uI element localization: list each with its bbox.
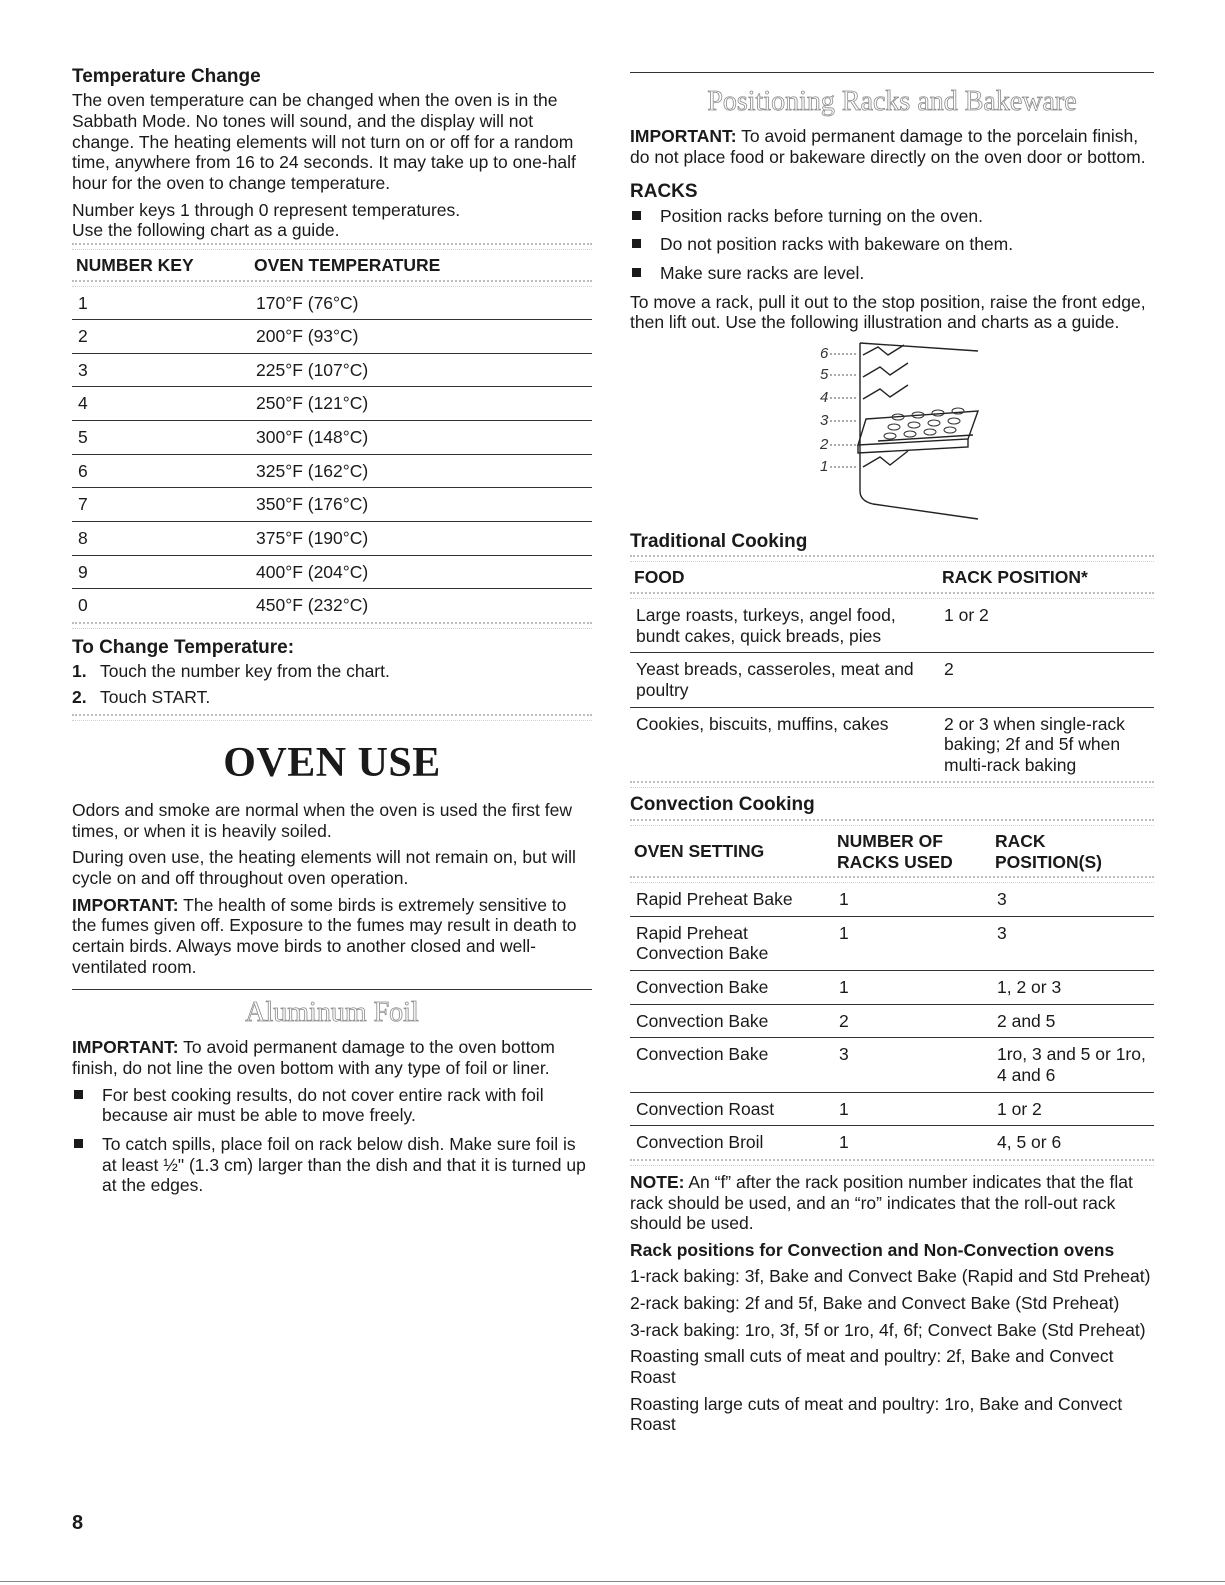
oven-use-paragraph: Odors and smoke are normal when the oven is used the first few times, or when it is heavily soiled.: [72, 800, 572, 841]
list-item: [72, 661, 592, 682]
temperature-cell: 170°F (76°C): [250, 287, 592, 320]
left-column: [72, 66, 592, 1204]
rack-label: 2: [820, 435, 829, 453]
rack-position-line: 3-rack baking: 1ro, 3f, 5f or 1ro, 4f, 6f; Convect Bake (Std Preheat): [630, 1319, 1146, 1340]
table-row: [630, 1038, 1154, 1092]
oven-setting-cell: Rapid Preheat Bake: [630, 883, 833, 916]
convection-cooking-heading: Convection Cooking: [630, 794, 815, 816]
oven-setting-cell: Convection Bake: [630, 1004, 833, 1038]
birds-warning: [72, 895, 592, 978]
rack-position-line: Roasting small cuts of meat and poultry: 2f, Bake and Convect Roast: [630, 1346, 1114, 1388]
rack-label: 1: [820, 457, 829, 475]
rack-label: 3: [820, 411, 829, 429]
temperature-cell: 450°F (232°C): [256, 595, 369, 616]
bullet-text: Make sure racks are level.: [660, 263, 865, 283]
square-bullet-icon: [632, 211, 641, 220]
racks-used-cell: 1: [833, 971, 991, 1005]
rack-label: 6: [820, 344, 829, 362]
rack-position-line: 1-rack baking: 3f, Bake and Convect Bake (Rapid and Std Preheat): [630, 1266, 1151, 1287]
number-key-cell: 3: [72, 353, 250, 387]
divider: [630, 876, 1154, 883]
list-item: [630, 206, 1154, 227]
note-text: An “f” after the rack position number indicates that the flat rack should be used, and an “ro” indicates that the roll-out rack should be used.: [630, 1171, 1133, 1234]
number-key-cell: 8: [72, 522, 250, 556]
col-number-key: NUMBER KEY: [76, 254, 194, 275]
oven-setting-cell: Convection Bake: [630, 971, 833, 1005]
oven-setting-cell: Convection Broil: [636, 1132, 764, 1153]
col-number-of-racks: [833, 826, 991, 876]
list-item: [630, 234, 1154, 255]
rack-position-cell: 1 or 2: [938, 599, 1154, 653]
list-item: [72, 1085, 592, 1126]
bullet-text: Do not position racks with bakeware on them.: [660, 234, 1014, 255]
rack-position-cell: 4, 5 or 6: [997, 1132, 1062, 1153]
rack-position-cell: 1 or 2: [991, 1092, 1154, 1126]
rack-position-cell: 2 and 5: [991, 1004, 1154, 1038]
divider: [630, 781, 1154, 788]
step-number: 2.: [72, 686, 87, 707]
col-food: FOOD: [634, 567, 685, 588]
temperature-cell: 375°F (190°C): [250, 522, 592, 556]
square-bullet-icon: [74, 1090, 83, 1099]
table-row: [72, 454, 592, 488]
racks-used-cell: 1: [833, 1092, 991, 1126]
positioning-racks-title: Positioning Racks and Bakeware: [707, 86, 1077, 117]
header-text: NUMBER OF: [837, 830, 943, 851]
table-row: [72, 353, 592, 387]
table-row: [630, 1126, 1154, 1159]
number-key-cell: 6: [72, 454, 250, 488]
racks-bullet-list: [630, 206, 1154, 284]
table-row: [72, 287, 592, 320]
rack-position-cell: 2: [938, 653, 1154, 707]
number-key-cell: 2: [72, 320, 250, 354]
step-text: Touch START.: [100, 686, 211, 707]
table-row: [630, 1092, 1154, 1126]
temperature-cell: 325°F (162°C): [250, 454, 592, 488]
convection-cooking-table: [630, 826, 1154, 1159]
table-row: [72, 320, 592, 354]
chart-guide-text: Use the following chart as a guide.: [72, 220, 340, 241]
rack-position-cell: 1ro, 3 and 5 or 1ro, 4 and 6: [991, 1038, 1154, 1092]
rack-position-cell: 2 or 3 when single-rack baking; 2f and 5f when multi-rack baking: [944, 713, 1125, 775]
important-text: The health of some birds is extremely sensitive to the fumes given off. Exposure to the fumes may result in death to certain birds. Always move birds to another closed and well-ventilated room.: [72, 894, 577, 977]
bullet-text: To catch spills, place foil on rack below dish. Make sure foil is at least ½" (1.3 cm) larger than the dish and that it is turned up at the edges.: [102, 1133, 586, 1196]
list-item: [72, 687, 592, 708]
important-text: To avoid permanent damage to the porcelain finish, do not place food or bakeware directly on the oven door or bottom.: [630, 126, 1146, 167]
oven-use-paragraph: During oven use, the heating elements will not remain on, but will cycle on and off throughout oven operation.: [72, 847, 576, 889]
temperature-cell: 225°F (107°C): [250, 353, 592, 387]
list-item: [630, 263, 1154, 284]
important-label: IMPORTANT:: [72, 894, 179, 915]
foil-bullet-list: [72, 1085, 592, 1196]
foil-important: [72, 1037, 592, 1078]
header-text: POSITION(S): [995, 851, 1102, 872]
step-text: Touch the number key from the chart.: [100, 661, 390, 682]
rack-label: 5: [820, 365, 829, 383]
rack-positions-heading: Rack positions for Convection and Non-Convection ovens: [630, 1239, 1115, 1260]
table-row: [630, 599, 1154, 653]
list-item: [72, 1134, 592, 1196]
col-rack-position: RACK POSITION*: [942, 567, 1088, 588]
table-row: [72, 555, 592, 589]
traditional-cooking-heading: Traditional Cooking: [630, 530, 808, 552]
temperature-change-paragraph: The oven temperature can be changed when the oven is in the Sabbath Mode. No tones will sound, and the display will not change. The heating elements will not turn on or off for a random time, anywhere from 16 to 24 seconds. It may take up to one-half hour for the oven to change temperature.: [72, 90, 576, 193]
col-oven-setting: OVEN SETTING: [634, 841, 765, 862]
table-row: [72, 421, 592, 455]
divider: [630, 819, 1154, 826]
racks-used-cell: 2: [833, 1004, 991, 1038]
table-row: [630, 707, 1154, 781]
move-rack-text: To move a rack, pull it out to the stop position, raise the front edge, then lift out. Use the following illustration and charts as a guide.: [630, 291, 1146, 333]
to-change-temperature-heading: To Change Temperature:: [72, 636, 295, 658]
number-key-cell: 5: [72, 421, 250, 455]
divider: [72, 989, 592, 990]
square-bullet-icon: [632, 239, 641, 248]
number-key-cell: 1: [72, 287, 250, 320]
divider: [630, 555, 1154, 562]
traditional-cooking-table: [630, 562, 1154, 781]
temperature-change-heading: Temperature Change: [72, 66, 261, 87]
divider: [72, 280, 592, 287]
temperature-cell: 350°F (176°C): [250, 488, 592, 522]
divider: [72, 714, 592, 721]
temperature-cell: 250°F (121°C): [250, 387, 592, 421]
food-cell: Large roasts, turkeys, angel food, bundt cakes, quick breads, pies: [630, 599, 938, 653]
divider: [72, 243, 592, 250]
oven-setting-cell: Rapid Preheat Convection Bake: [630, 916, 833, 970]
food-cell: Yeast breads, casseroles, meat and poultry: [630, 653, 938, 707]
temperature-cell: 200°F (93°C): [250, 320, 592, 354]
square-bullet-icon: [632, 268, 641, 277]
divider: [630, 1159, 1154, 1166]
table-row: [630, 653, 1154, 707]
rack-position-cell: 3: [991, 883, 1154, 916]
table-row: [630, 971, 1154, 1005]
header-text: RACK: [995, 830, 1046, 851]
temperature-table: [72, 250, 592, 622]
rack-label: 4: [820, 388, 829, 406]
table-row: [630, 916, 1154, 970]
bullet-text: For best cooking results, do not cover entire rack with foil because air must be able to move freely.: [102, 1084, 544, 1126]
table-row: [72, 522, 592, 556]
racks-used-cell: 1: [833, 916, 991, 970]
important-text: To avoid permanent damage to the oven bottom finish, do not line the oven bottom with any type of foil or liner.: [72, 1037, 555, 1078]
page-number: 8: [72, 1512, 84, 1534]
note-label: NOTE:: [630, 1171, 685, 1192]
racks-used-cell: 1: [839, 1132, 849, 1153]
col-oven-temperature: OVEN TEMPERATURE: [254, 254, 441, 275]
header-text: RACKS USED: [837, 851, 953, 872]
rack-position-cell: 1, 2 or 3: [991, 971, 1154, 1005]
oven-setting-cell: Convection Bake: [630, 1038, 833, 1092]
oven-setting-cell: Convection Roast: [630, 1092, 833, 1126]
number-key-cell: 7: [72, 488, 250, 522]
racks-heading: RACKS: [630, 181, 698, 203]
temperature-cell: 300°F (148°C): [250, 421, 592, 455]
temperature-cell: 400°F (204°C): [250, 555, 592, 589]
col-rack-positions: [991, 826, 1154, 876]
table-row: [72, 589, 592, 622]
food-cell: Cookies, biscuits, muffins, cakes: [636, 713, 889, 734]
steps-list: [72, 661, 592, 707]
number-keys-text: Number keys 1 through 0 represent temperatures.: [72, 199, 461, 220]
number-key-cell: 0: [78, 595, 88, 616]
table-row: [72, 488, 592, 522]
rack-position-line: 2-rack baking: 2f and 5f, Bake and Convect Bake (Std Preheat): [630, 1293, 1120, 1314]
rack-position-line: Roasting large cuts of meat and poultry: 1ro, Bake and Convect Roast: [630, 1393, 1123, 1435]
important-label: IMPORTANT:: [630, 126, 737, 147]
rack-position-cell: 3: [991, 916, 1154, 970]
racks-used-cell: 1: [833, 883, 991, 916]
divider: [630, 592, 1154, 599]
bullet-text: Position racks before turning on the oven.: [660, 205, 983, 226]
table-row: [630, 883, 1154, 916]
page-bottom-rule: [0, 1581, 1225, 1582]
table-row: [630, 1004, 1154, 1038]
important-label: IMPORTANT:: [72, 1037, 179, 1058]
right-column: [630, 72, 1154, 1441]
divider: [72, 622, 592, 629]
square-bullet-icon: [74, 1139, 83, 1148]
rack-position-illustration: [818, 341, 988, 521]
oven-use-title: OVEN USE: [223, 739, 441, 786]
aluminum-foil-title: Aluminum Foil: [245, 997, 419, 1029]
note-paragraph: [630, 1172, 1154, 1234]
divider: [630, 72, 1154, 73]
number-key-cell: 4: [72, 387, 250, 421]
racks-important: [630, 126, 1154, 167]
racks-used-cell: 3: [833, 1038, 991, 1092]
number-key-cell: 9: [72, 555, 250, 589]
table-row: [72, 387, 592, 421]
step-number: 1.: [72, 661, 87, 682]
